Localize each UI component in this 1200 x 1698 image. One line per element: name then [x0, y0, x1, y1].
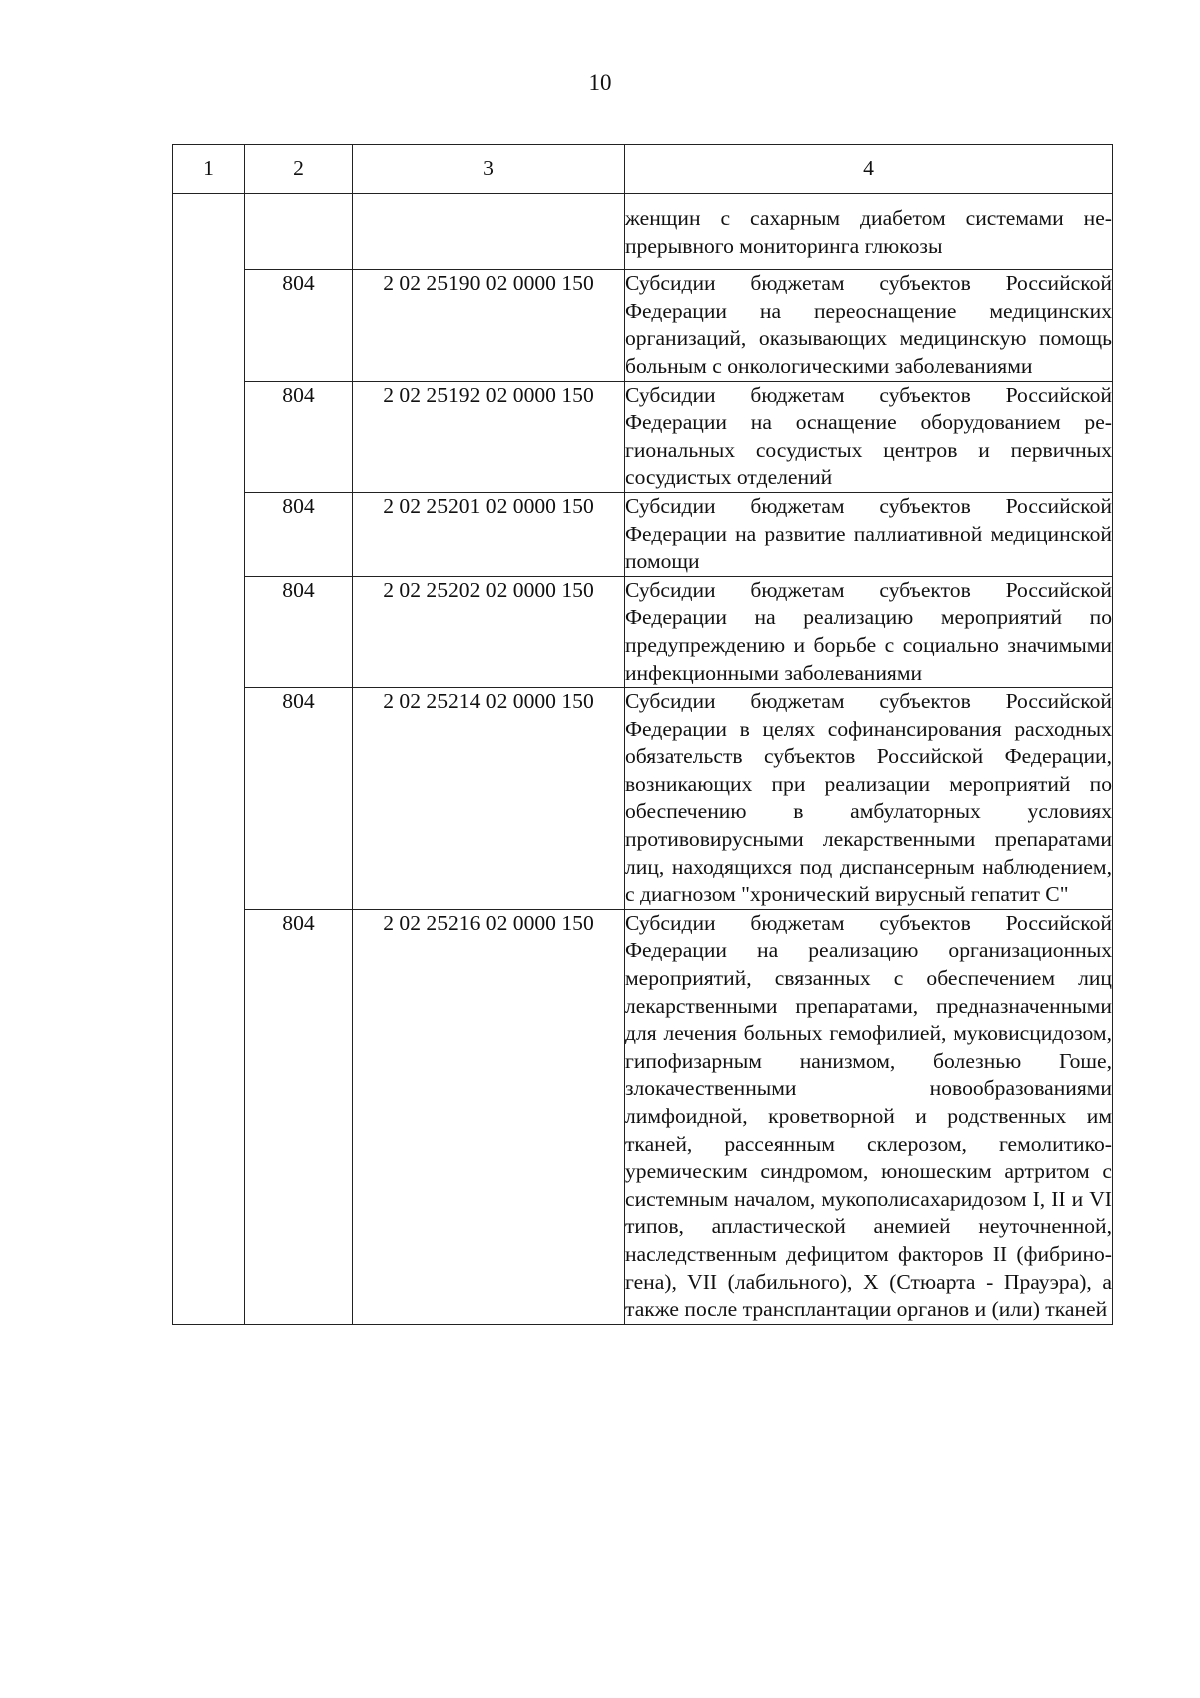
table-row	[173, 492, 1113, 576]
table-header	[173, 145, 1113, 194]
budget-code-cell: 2 02 25214 02 0000 150	[353, 688, 625, 910]
description-cell: Субсидии бюджетам субъектов Российской Федерации в целях софинансирования расходных обязательств субъектов Российской Федерации, возникающих при реализации мероприятий по обеспечению в амбулаторных условиях противовирусными лекарственными препаратами лиц, находящихся под диспансерным наблюдением, с диагнозом "хронический вирусный гепатит С"	[625, 688, 1113, 910]
budget-code-cell: 2 02 25202 02 0000 150	[353, 576, 625, 687]
admin-code-cell: 804	[245, 381, 353, 492]
budget-code-cell	[353, 194, 625, 270]
description-cell: Субсидии бюджетам субъектов Российской Федерации на реализацию организационных мероприятий, связанных с обеспечением лиц лекарственными препаратами, предназначенными для лечения больных гемофилией, муковисцидозом, гипофизарным нанизмом, болезнью Гоше, злокачественными новообразованиями лимфоидной, кроветворной и родственных им тканей, рассеянным склерозом, гемолитико-уремическим синдромом, юношеским артритом с системным началом, мукополисахаридозом I, II и VI типов, апластической анемией неуточненной, наследственным дефицитом факторов II (фибриногена), VII (лабильного), X (Стюарта - Прауэра), а также после трансплантации органов и (или) тканей	[625, 909, 1113, 1324]
table-row	[173, 381, 1113, 492]
budget-code-cell: 2 02 25216 02 0000 150	[353, 909, 625, 1324]
description-cell: Субсидии бюджетам субъектов Российской Федерации на развитие паллиативной медицинской помощи	[625, 492, 1113, 576]
budget-code-cell: 2 02 25201 02 0000 150	[353, 492, 625, 576]
column-1-merged-cell	[173, 194, 245, 1325]
admin-code-cell: 804	[245, 270, 353, 381]
description-cell: Субсидии бюджетам субъектов Российской Федерации на оснащение оборудованием региональных сосудистых центров и первичных сосудистых отделений	[625, 381, 1113, 492]
table-row	[173, 688, 1113, 910]
table-row	[173, 576, 1113, 687]
description-cell: женщин с сахарным диабетом системами непрерывного мониторинга глюкозы	[625, 194, 1113, 270]
budget-codes-table	[172, 144, 1113, 1325]
table-row	[173, 909, 1113, 1324]
admin-code-cell: 804	[245, 688, 353, 910]
header-row	[173, 145, 1113, 194]
budget-code-cell: 2 02 25192 02 0000 150	[353, 381, 625, 492]
budget-code-cell: 2 02 25190 02 0000 150	[353, 270, 625, 381]
admin-code-cell: 804	[245, 492, 353, 576]
admin-code-cell: 804	[245, 576, 353, 687]
table-row-continuation	[173, 194, 1113, 270]
admin-code-cell: 804	[245, 909, 353, 1324]
admin-code-cell	[245, 194, 353, 270]
header-col-1: 1	[173, 145, 245, 194]
page-number: 10	[588, 70, 612, 95]
table-body	[173, 194, 1113, 1325]
table-row	[173, 270, 1113, 381]
header-col-2: 2	[245, 145, 353, 194]
description-cell: Субсидии бюджетам субъектов Российской Федерации на переоснащение медицинских организаций, оказывающих медицинскую помощь больным с онкологическими заболеваниями	[625, 270, 1113, 381]
description-cell: Субсидии бюджетам субъектов Российской Федерации на реализацию мероприятий по предупреждению и борьбе с социально значимыми инфекционными заболеваниями	[625, 576, 1113, 687]
header-col-4: 4	[625, 145, 1113, 194]
header-col-3: 3	[353, 145, 625, 194]
